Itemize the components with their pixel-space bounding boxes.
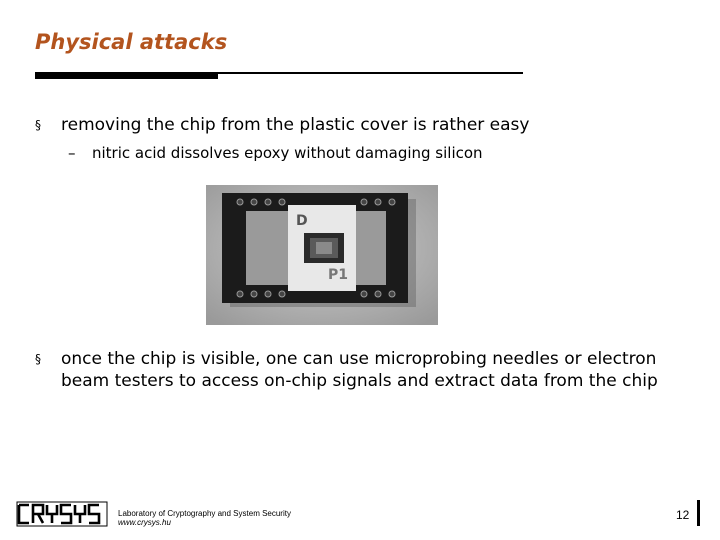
bullet-text: once the chip is visible, one can use microprobing needles or electron beam testers to access on-chip signals and extract data from the chip: [61, 349, 658, 391]
bullet-text: removing the chip from the plastic cover is rather easy: [61, 115, 530, 135]
svg-text:P1: P1: [328, 267, 349, 283]
sub-bullet-dash: –: [68, 144, 76, 162]
sub-bullet-text: nitric acid dissolves epoxy without damaging silicon: [92, 144, 483, 162]
lab-info: [118, 509, 291, 527]
lab-name: Laboratory of Cryptography and System Security: [118, 509, 291, 518]
svg-text:D: D: [296, 213, 308, 229]
page-number-bar: [697, 500, 700, 526]
chip-socket-photo: [206, 185, 438, 325]
bullet-mark: §: [35, 118, 41, 132]
lab-url: www.crysys.hu: [118, 518, 171, 527]
bullet-mark: §: [35, 352, 41, 366]
sub-bullet-nitric-acid: [68, 143, 483, 163]
title-underline-thick: [35, 72, 218, 79]
crysys-logo: [16, 501, 108, 527]
page-number: 12: [676, 508, 690, 522]
slide-title: Physical attacks: [35, 30, 228, 54]
